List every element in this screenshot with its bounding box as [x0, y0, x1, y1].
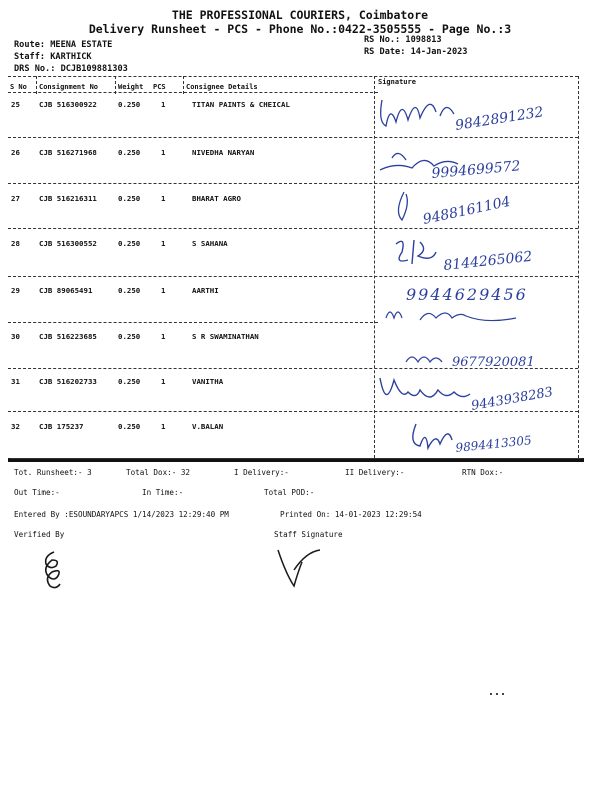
table-row [8, 377, 378, 423]
row-consignment: CJB 516300922 [39, 100, 97, 109]
row-pcs: 1 [161, 194, 166, 203]
row-pcs: 1 [161, 377, 166, 386]
row-sno: 32 [11, 422, 20, 431]
table-row [8, 239, 378, 285]
row-sno: 30 [11, 332, 20, 341]
row-consignment: CJB 516300552 [39, 239, 97, 248]
svg-text:9894413305: 9894413305 [454, 433, 533, 455]
ii-delivery: II Delivery:- [345, 468, 405, 477]
header-divider [183, 76, 184, 94]
row-consignment: CJB 516271968 [39, 148, 97, 157]
out-time: Out Time:- [14, 488, 60, 497]
row-pcs: 1 [161, 100, 166, 109]
entered-by: Entered By :ESOUNDARYAPCS 1/14/2023 12:29:40 PM [14, 510, 229, 519]
company-title: THE PROFESSIONAL COURIERS, Coimbatore [171, 8, 429, 22]
table-top-rule [8, 76, 578, 77]
staff-signature-label: Staff Signature [274, 530, 343, 539]
svg-text:9677920081: 9677920081 [452, 355, 535, 370]
svg-text:9488161104: 9488161104 [421, 193, 512, 228]
row-consignee: S R SWAMINATHAN [192, 332, 259, 341]
row-weight: 0.250 [118, 148, 141, 157]
row-consignment: CJB 516202733 [39, 377, 97, 386]
total-pod: Total POD:- [264, 488, 315, 497]
row-pcs: 1 [161, 239, 166, 248]
column-header-weight: Weight [118, 83, 144, 91]
table-header-rule [8, 92, 378, 93]
handwritten-signature [376, 184, 576, 230]
column-header-sno: S No [10, 83, 27, 91]
svg-text:9994699572: 9994699572 [430, 158, 522, 182]
verified-by-label: Verified By [14, 530, 65, 539]
svg-text:9944629456: 9944629456 [406, 285, 528, 304]
total-dox: Total Dox:- 32 [126, 468, 191, 477]
staff-signature-mark [272, 544, 332, 596]
handwritten-signature [376, 370, 576, 416]
column-header-pcs: PCS [153, 83, 166, 91]
handwritten-signature [376, 230, 576, 276]
column-header-signature: Signature [378, 78, 416, 86]
handwritten-signature [376, 414, 576, 460]
header-divider [115, 76, 116, 94]
row-pcs: 1 [161, 148, 166, 157]
row-sno: 27 [11, 194, 20, 203]
row-consignee: VANITHA [192, 377, 224, 386]
row-sno: 29 [11, 286, 20, 295]
row-weight: 0.250 [118, 100, 141, 109]
rs-number: RS No.: 1098813 [364, 35, 442, 45]
row-consignee: V.BALAN [192, 422, 224, 431]
rtn-dox: RTN Dox:- [462, 468, 504, 477]
row-consignment: CJB 175237 [39, 422, 84, 431]
header-divider [36, 76, 37, 94]
row-rule [8, 322, 378, 323]
table-row [8, 194, 378, 240]
row-consignment: CJB 89065491 [39, 286, 93, 295]
table-row [8, 286, 378, 332]
i-delivery: I Delivery:- [234, 468, 289, 477]
row-weight: 0.250 [118, 422, 141, 431]
row-weight: 0.250 [118, 377, 141, 386]
runsheet-subtitle: Delivery Runsheet - PCS - Phone No.:0422-3505555 - Page No.:3 [88, 22, 512, 36]
svg-text:9842891232: 9842891232 [454, 104, 545, 134]
total-runsheet: Tot. Runsheet:- 3 [14, 468, 92, 477]
table-row [8, 100, 378, 146]
handwritten-signature [376, 92, 576, 138]
row-rule [8, 276, 578, 277]
row-weight: 0.250 [118, 194, 141, 203]
row-consignment: CJB 516223685 [39, 332, 97, 341]
row-consignment: CJB 516216311 [39, 194, 97, 203]
scan-speck [490, 682, 506, 701]
row-sno: 26 [11, 148, 20, 157]
row-sno: 25 [11, 100, 20, 109]
drs-number: DRS No.: DCJB109881303 [14, 64, 128, 74]
verified-signature-mark [38, 548, 68, 596]
row-sno: 31 [11, 377, 20, 386]
table-right-rule [578, 76, 579, 458]
svg-text:8144265062: 8144265062 [442, 248, 534, 274]
column-header-consignee: Consignee Details [186, 83, 258, 91]
row-pcs: 1 [161, 422, 166, 431]
row-weight: 0.250 [118, 239, 141, 248]
row-consignee: BHARAT AGRO [192, 194, 241, 203]
row-consignee: AARTHI [192, 286, 219, 295]
row-weight: 0.250 [118, 332, 141, 341]
handwritten-signature [376, 138, 576, 184]
table-row [8, 332, 378, 378]
row-pcs: 1 [161, 286, 166, 295]
in-time: In Time:- [142, 488, 184, 497]
row-weight: 0.250 [118, 286, 141, 295]
handwritten-signature [376, 278, 576, 324]
row-consignee: S SAHANA [192, 239, 228, 248]
row-consignee: NIVEDHA NARYAN [192, 148, 255, 157]
route-label: Route: MEENA ESTATE [14, 40, 113, 50]
printed-on: Printed On: 14-01-2023 12:29:54 [280, 510, 422, 519]
staff-label: Staff: KARTHICK [14, 52, 92, 62]
rs-date: RS Date: 14-Jan-2023 [364, 47, 468, 57]
row-consignee: TITAN PAINTS & CHEICAL [192, 100, 290, 109]
row-pcs: 1 [161, 332, 166, 341]
svg-text:9443938283: 9443938283 [470, 384, 555, 414]
row-sno: 28 [11, 239, 20, 248]
column-header-consignment: Consignment No [39, 83, 99, 91]
table-row [8, 148, 378, 194]
